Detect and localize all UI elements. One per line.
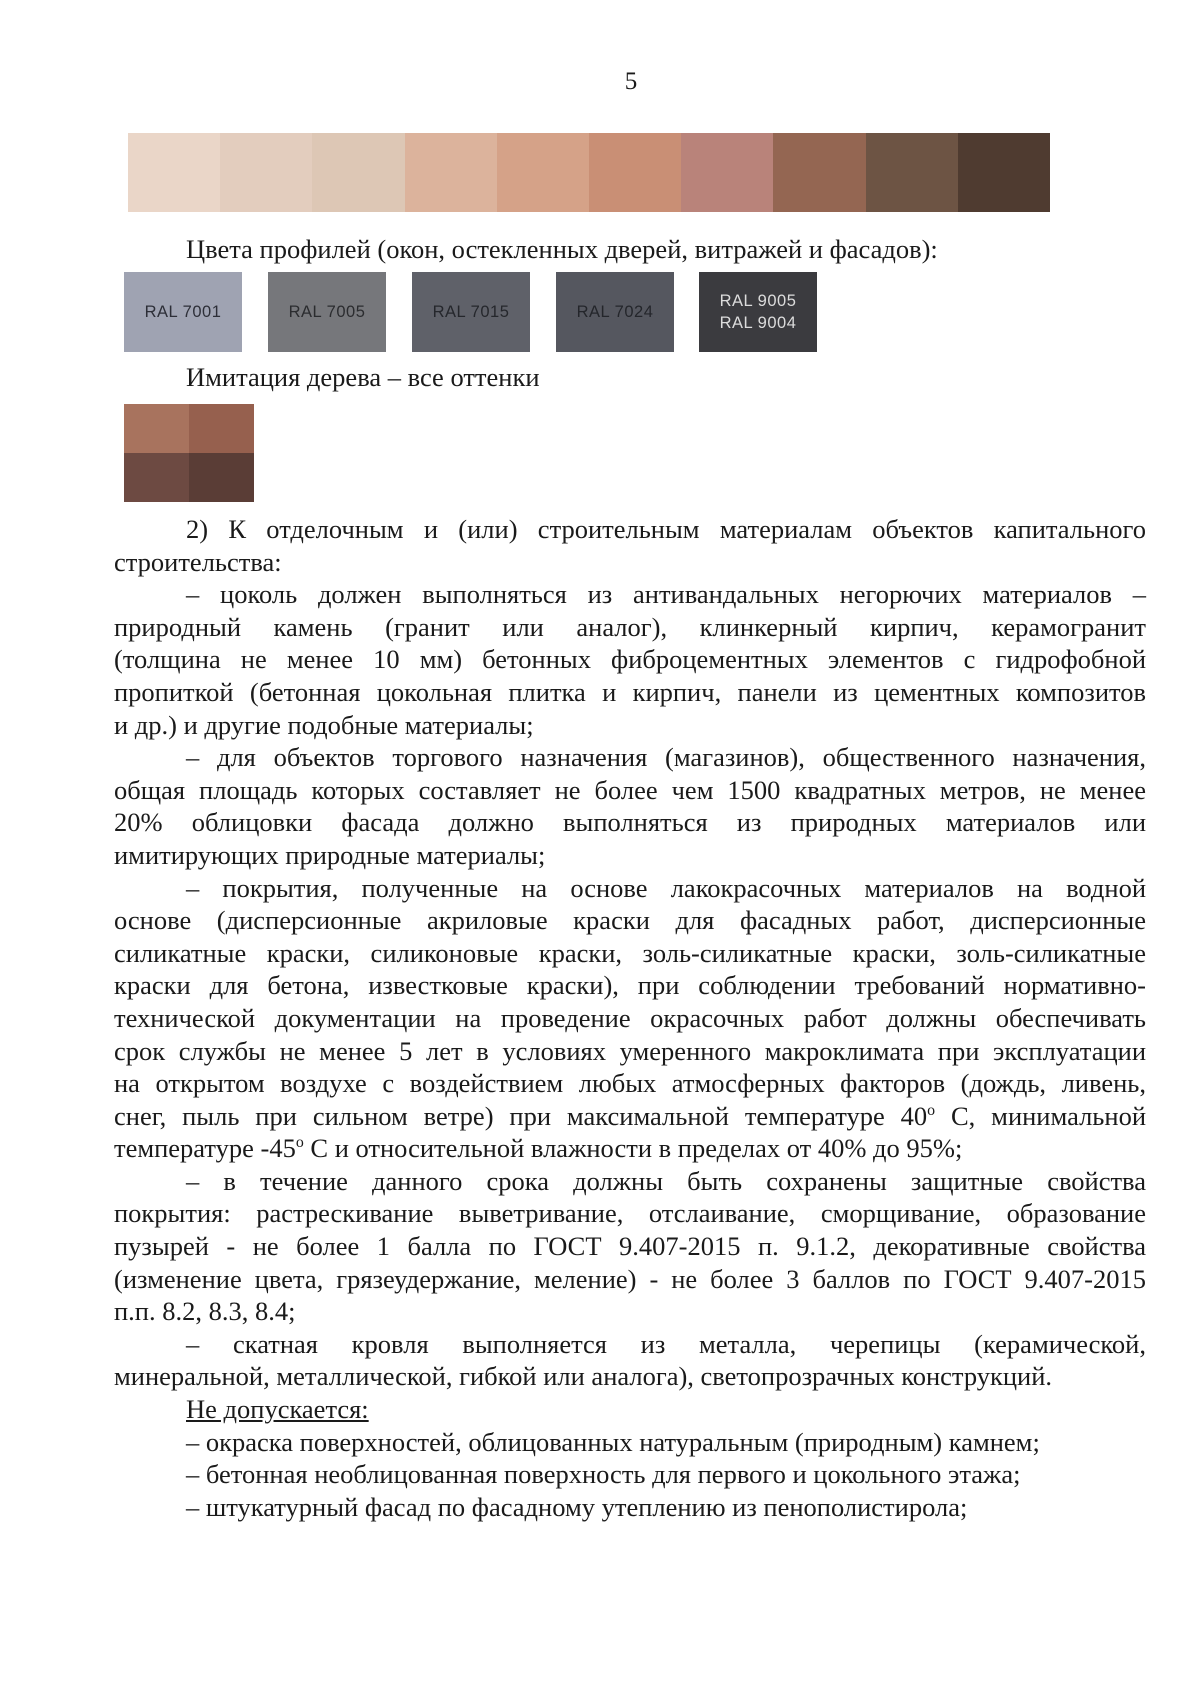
wood-tone-tile [124,453,189,502]
page-number: 5 [624,68,638,95]
ral-swatch [412,272,530,352]
body-text-line: общая площадь которых составляет не более чем 1500 квадратных метров, не менее [114,774,1146,805]
body-text-line: пузырей - не более 1 балла по ГОСТ 9.407-2015 п. 9.1.2, декоративные свойства [114,1231,1146,1262]
body-text-line: снег, пыль при сильном ветре) при максимальной температуре 40$^o$ С, минимальной [114,1100,1146,1131]
body-text-line: – скатная кровля выполняется из металла, черепицы (керамической, [186,1328,1146,1359]
wood-swatch [124,404,254,502]
wood-tone-tile [189,404,254,453]
body-text-line: покрытия: растрескивание выветривание, отслаивание, сморщивание, образование [114,1198,1146,1229]
ral-swatch [124,272,242,352]
body-text-line: и др.) и другие подобные материалы; [114,709,534,740]
body-text-line: – штукатурный фасад по фасадному утеплению из пенополистирола; [186,1491,968,1522]
body-text-line: минеральной, металлической, гибкой или аналога), светопрозрачных конструкций. [114,1361,1053,1392]
ral-swatch [556,272,674,352]
body-text-line: – бетонная необлицованная поверхность для первого и цокольного этажа; [186,1459,1021,1490]
body-text-line: п.п. 8.2, 8.3, 8.4; [114,1296,296,1327]
body-text-line: технической документации на проведение окрасочных работ должны обеспечивать [114,1002,1146,1033]
body-text-line: – окраска поверхностей, облицованных натуральным (природным) камнем; [186,1426,1040,1457]
body-text-line: температуре -45$^o$ С и относительной влажности в пределах от 40% до 95%; [114,1133,963,1164]
ral-code-label: RAL 7001 [144,303,222,321]
body-text-line: строительства: [114,546,282,577]
body-text-line: – для объектов торгового назначения (магазинов), общественного назначения, [186,742,1146,773]
ral-swatch [268,272,386,352]
wood-tone-tile [189,453,254,502]
body-text-line: Не допускается: [186,1394,369,1425]
beige-swatch [866,133,958,212]
body-text-line: – цоколь должен выполняться из антивандальных негорючих материалов – [186,579,1146,610]
body-text [114,513,1146,1523]
body-text-line: силикатные краски, силиконовые краски, золь-силикатные краски, золь-силикатные [114,937,1146,968]
beige-color-palette [128,133,1050,212]
beige-swatch [312,133,404,212]
body-text-line: основе (дисперсионные акриловые краски для фасадных работ, дисперсионные [114,905,1146,936]
ral-swatch-row [124,272,824,352]
ral-code-label: RAL 7005 [288,303,366,321]
body-text-line: – в течение данного срока должны быть сохранены защитные свойства [186,1165,1146,1196]
beige-swatch [681,133,773,212]
beige-swatch [405,133,497,212]
beige-swatch [773,133,865,212]
beige-swatch [589,133,681,212]
beige-swatch [128,133,220,212]
beige-swatch [958,133,1050,212]
body-text-line: на открытом воздухе с воздействием любых атмосферных факторов (дождь, ливень, [114,1068,1146,1099]
body-text-line: (изменение цвета, грязеудержание, меление) - не более 3 баллов по ГОСТ 9.407-2015 [114,1263,1146,1294]
body-text-line: краски для бетона, известковые краски), при соблюдении требований нормативно- [114,970,1146,1001]
beige-swatch [497,133,589,212]
profile-colors-caption: Цвета профилей (окон, остекленных дверей, витражей и фасадов): [186,234,938,264]
ral-code-label: RAL 7015 [432,303,510,321]
ral-swatch [699,272,817,352]
body-text-line: – покрытия, полученные на основе лакокрасочных материалов на водной [186,872,1146,903]
ral-code-label: RAL 9004 [719,314,797,332]
wood-imitation-caption: Имитация дерева – все оттенки [186,362,540,392]
wood-tone-tile [124,404,189,453]
beige-swatch [220,133,312,212]
body-text-line: срок службы не менее 5 лет в условиях умеренного макроклимата при эксплуатации [114,1035,1146,1066]
body-text-line: 2) К отделочным и (или) строительным материалам объектов капитального [186,514,1146,544]
body-text-line: природный камень (гранит или аналог), клинкерный кирпич, керамогранит [114,611,1146,642]
ral-code-label: RAL 7024 [576,303,654,321]
body-text-line: 20% облицовки фасада должно выполняться из природных материалов или [114,807,1146,838]
body-text-line: (толщина не менее 10 мм) бетонных фиброцементных элементов с гидрофобной [114,644,1146,675]
body-text-line: имитирующих природные материалы; [114,839,546,870]
body-text-line: пропиткой (бетонная цокольная плитка и кирпич, панели из цементных композитов [114,676,1146,707]
ral-code-label: RAL 9005 [719,292,797,310]
